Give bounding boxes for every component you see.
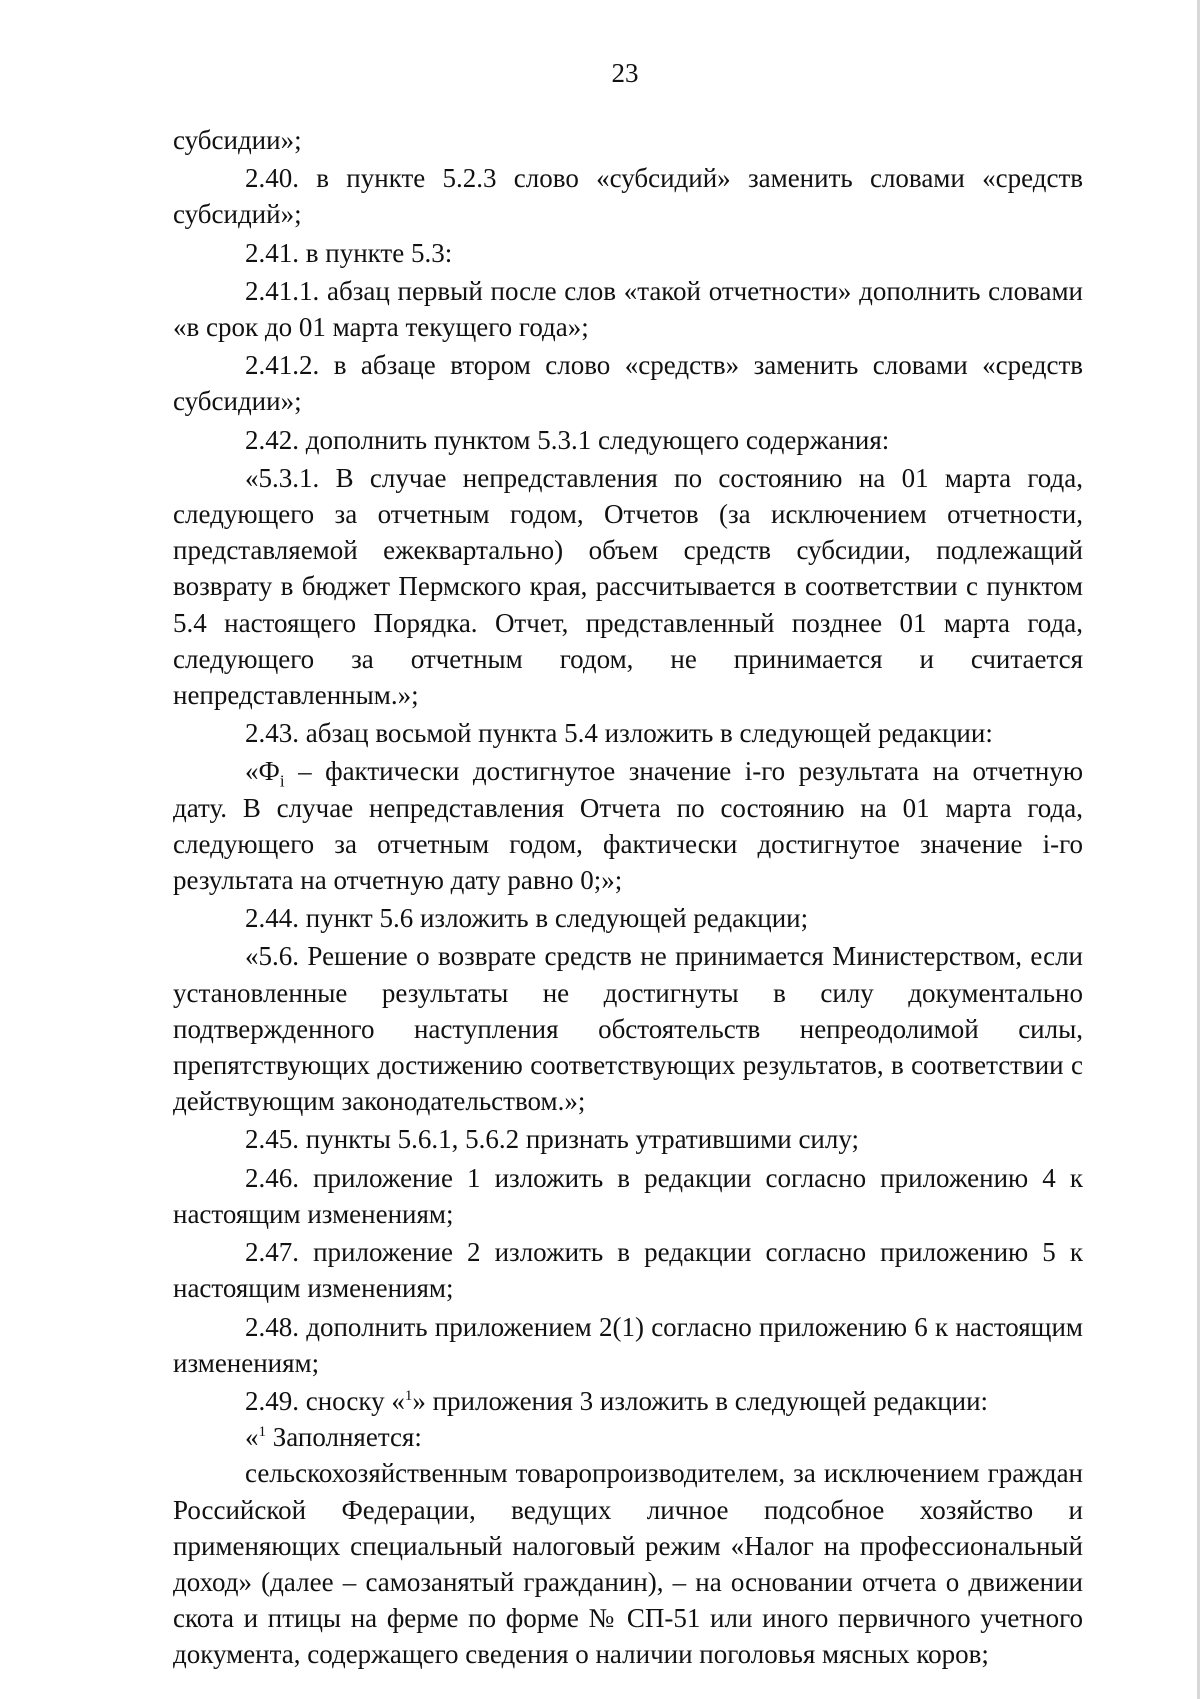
paragraph-2-48: 2.48. дополнить приложением 2(1) согласно приложению 6 к настоящим изменениям; xyxy=(173,1311,1083,1378)
footnote-ref-text: » приложения 3 изложить в следующей редакции: xyxy=(412,1385,989,1416)
paragraph-continuation: субсидии»; xyxy=(173,125,302,155)
footnote-ref-marker: 1 xyxy=(404,1387,413,1404)
footnote-ref-prefix: 2.49. сноску « xyxy=(245,1385,405,1416)
page-number: 23 xyxy=(611,58,639,88)
paragraph-2-42: 2.42. дополнить пунктом 5.3.1 следующего содержания: xyxy=(245,424,890,455)
footnote-head-text: Заполняется: xyxy=(266,1422,422,1453)
phi-subscript: i xyxy=(279,771,285,791)
paragraph-phi-definition xyxy=(173,753,1083,898)
paragraph-2-41-1: 2.41.1. абзац первый после слов «такой отчетности» дополнить словами «в срок до 01 марта текущего года»; xyxy=(173,275,1083,343)
paragraph-2-47: 2.47. приложение 2 изложить в редакции согласно приложению 5 к настоящим изменениям; xyxy=(173,1237,1083,1304)
paragraph-2-44: 2.44. пункт 5.6 изложить в следующей редакции; xyxy=(245,903,809,934)
paragraph-2-43: 2.43. абзац восьмой пункта 5.4 изложить в следующей редакции: xyxy=(245,718,993,749)
document-body xyxy=(173,122,1083,1673)
footnote-head-quote: « xyxy=(245,1422,259,1453)
footnote-heading xyxy=(173,1419,1083,1455)
paragraph-5-6: «5.6. Решение о возврате средств не принимается Министерством, если установленные результаты не достигнуты в силу документально подтвержденного наступления обстоятельств непреодолимой силы, препятствующих достижению соответствующих результатов, в соответствии с действующим законодательством.»; xyxy=(173,941,1083,1117)
paragraph-2-45: 2.45. пункты 5.6.1, 5.6.2 признать утратившими силу; xyxy=(245,1124,859,1155)
footnote-body: сельскохозяйственным товаропроизводителем, за исключением граждан Российской Федерации, ведущих личное подсобное хозяйство и применяющих специальный налоговый режим «Налог на профессиональный доход» (далее – самозанятый гражданин), – на основании отчета о движении скота и птицы на ферме по форме № СП-51 или иного первичного учетного документа, содержащего сведения о наличии поголовья мясных коров; xyxy=(173,1458,1083,1670)
phi-text: – фактически достигнутое значение i-го результата на отчетную дату. В случае непредставления Отчета по состоянию на 01 марта года, следующего за отчетным годом, фактически достигнутое значение i-го результата на отчетную дату равно 0;»; xyxy=(173,756,1083,896)
paragraph-5-3-1: «5.3.1. В случае непредставления по состоянию на 01 марта года, следующего за отчетным годом, Отчетов (за исключением отчетности, представляемой ежеквартально) объем средств субсидии, подлежащий возврату в бюджет Пермского края, рассчитывается в соответствии с пунктом 5.4 настоящего Порядка. Отчет, представленный позднее 01 марта года, следующего за отчетным годом, не принимается и считается непредставленным.»; xyxy=(173,462,1083,711)
phi-prefix: «Ф xyxy=(245,756,280,787)
paragraph-2-40: 2.40. в пункте 5.2.3 слово «субсидий» заменить словами «средств субсидий»; xyxy=(173,163,1083,230)
paragraph-2-41-2: 2.41.2. в абзаце втором слово «средств» заменить словами «средств субсидии»; xyxy=(173,350,1083,417)
footnote-head-marker: 1 xyxy=(258,1424,266,1441)
paragraph-2-41: 2.41. в пункте 5.3: xyxy=(245,237,453,268)
paragraph-2-46: 2.46. приложение 1 изложить в редакции согласно приложению 4 к настоящим изменениям; xyxy=(173,1162,1083,1229)
paragraph-2-49 xyxy=(173,1383,1083,1419)
